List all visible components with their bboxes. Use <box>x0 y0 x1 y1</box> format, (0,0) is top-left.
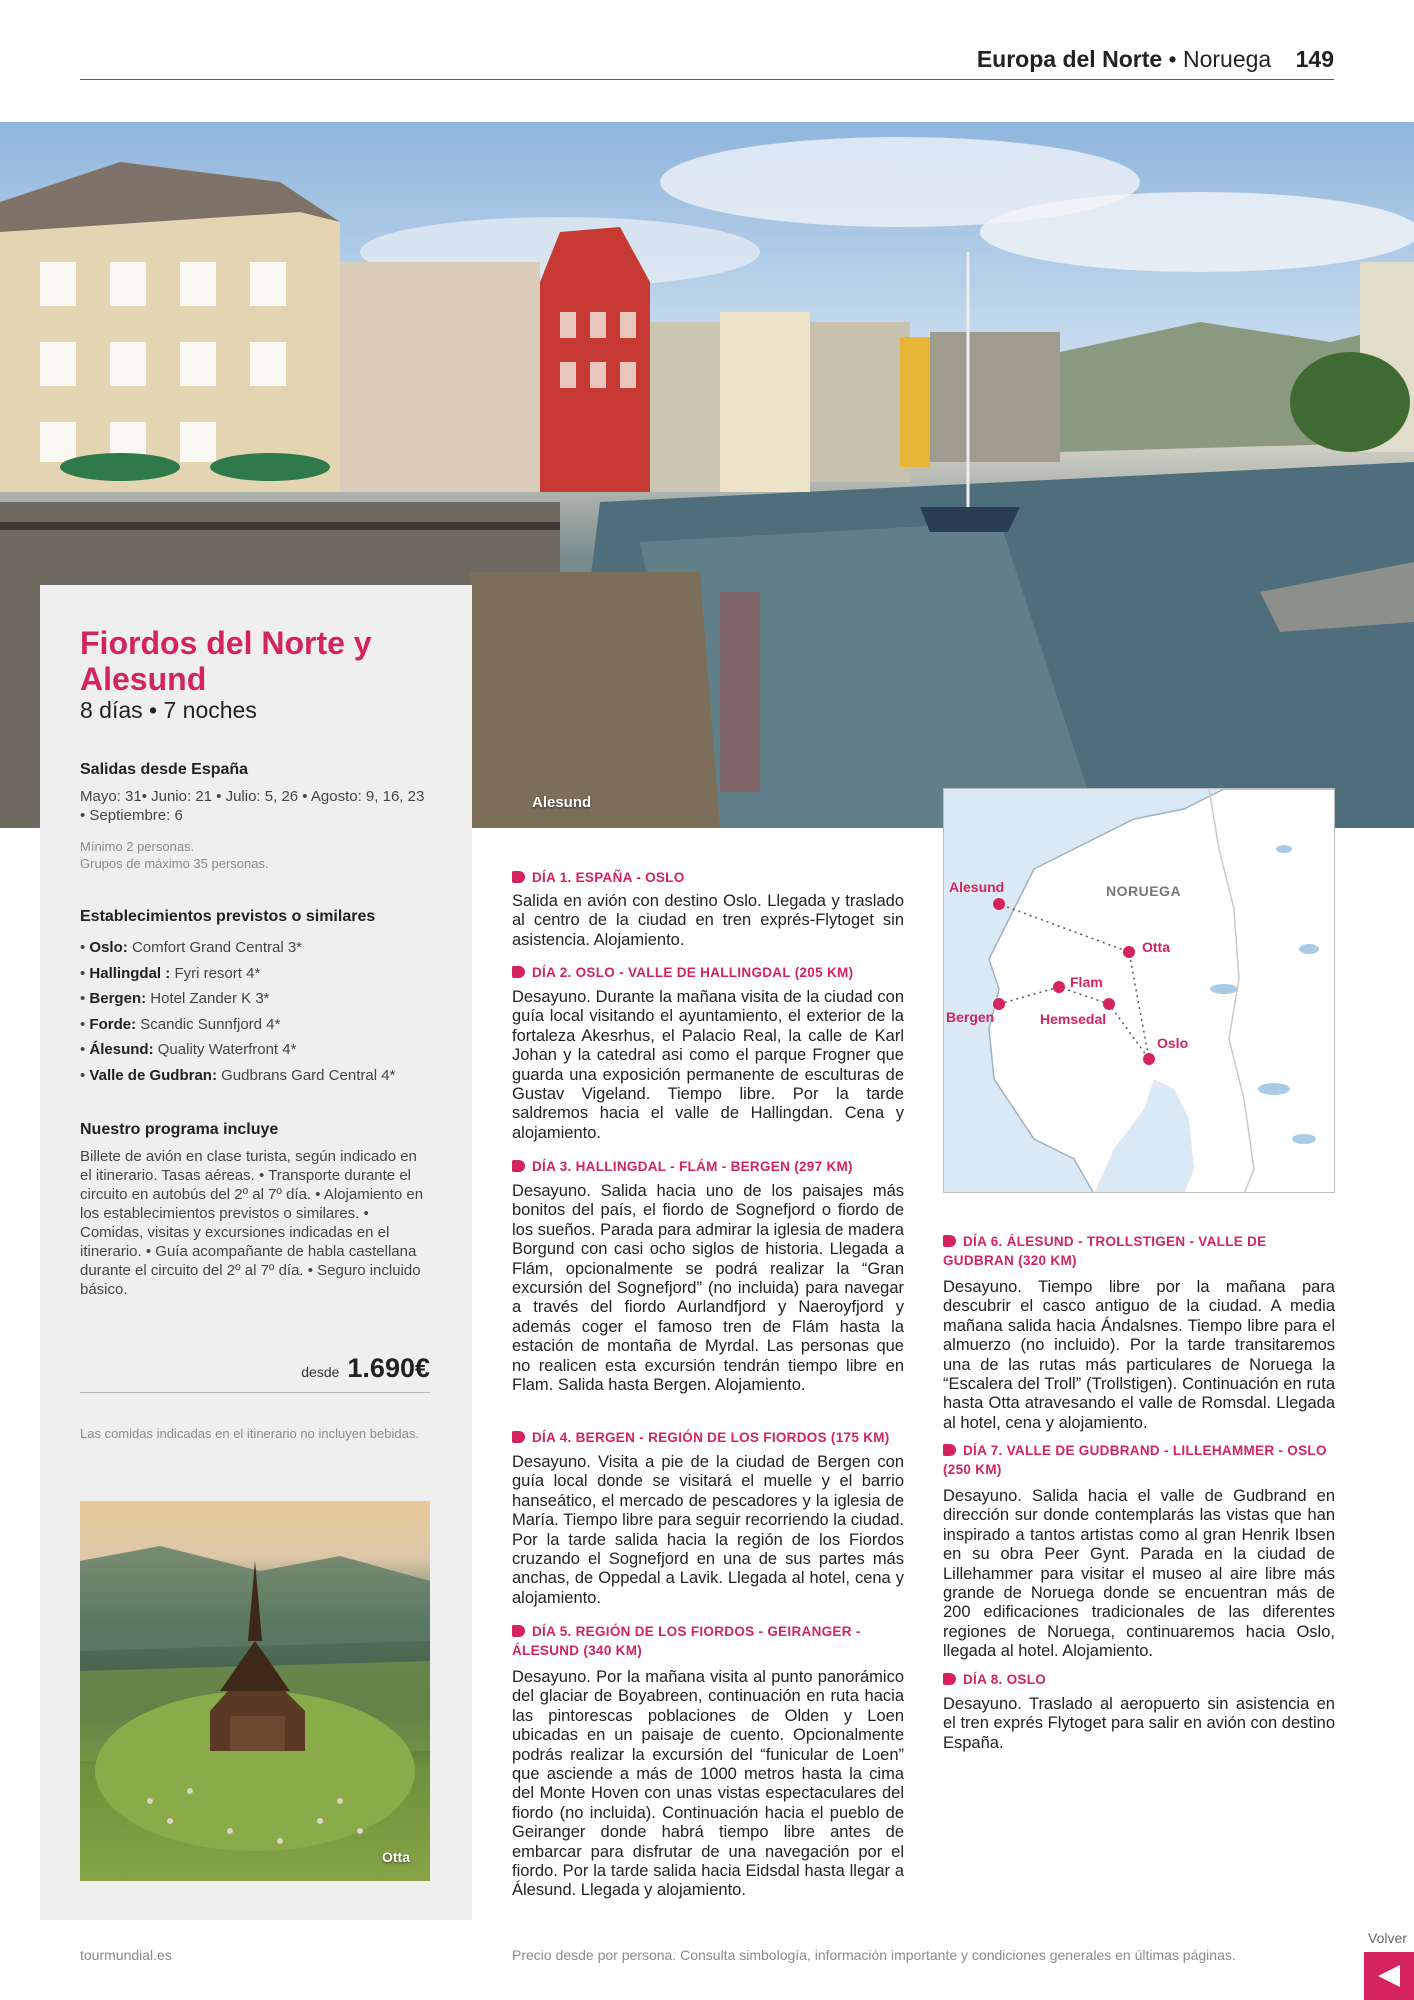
back-arrow-icon <box>1378 1965 1400 1987</box>
map-city-oslo: Oslo <box>1157 1035 1189 1051</box>
includes-text: Billete de avión en clase turista, según indicado en el itinerario. Tasas aéreas. • Transporte durante el circuito en autobús del 2º al 7º día. • Alojamiento en los establecimientos previstos o similares. • Comidas, visitas y excursiones indicadas en el itinerario. • Guía acompañante de habla castellana durante el circuito del 2º al 7º día. • Seguro incluido básico. <box>80 1148 424 1298</box>
flag-icon <box>943 1673 956 1685</box>
list-item: • Álesund: Quality Waterfront 4* <box>80 1041 297 1058</box>
separator-dot: • <box>1168 46 1177 72</box>
price-prefix: desde <box>301 1364 340 1380</box>
day-title: DÍA 8. OSLO <box>963 1672 1047 1687</box>
flag-icon <box>512 1160 525 1172</box>
hotel-name: Hotel Zander K 3* <box>150 990 270 1007</box>
footer-site: tourmundial.es <box>80 1947 172 1963</box>
back-label: Volver <box>1368 1930 1407 1946</box>
route-map <box>943 788 1335 1193</box>
day-7-heading <box>943 1441 1335 1479</box>
hotel-city: Álesund: <box>89 1041 154 1058</box>
day-1-text: Salida en avión con destino Oslo. Llegada y traslado al centro de la ciudad en tren exprés-Flytoget sin asistencia. Alojamiento. <box>512 892 904 949</box>
tour-duration: 8 días • 7 noches <box>80 697 257 723</box>
day-title: DÍA 5. REGIÓN DE LOS FIORDOS - GEIRANGER - ÁLESUND (340 KM) <box>512 1624 861 1658</box>
day-4-text: Desayuno. Visita a pie de la ciudad de Bergen con guía local donde se visitará el muelle y el barrio hanseático, el mercado de pescadores y la iglesia de María. Tiempo libre para seguir recorriendo la ciudad. Por la tarde salida hacia la región de los Fiordos cruzando el Sognefjord en una de sus partes más anchas, de Oppedal a Lavik. Llegada al hotel, cena y alojamiento. <box>512 1453 904 1607</box>
group-size-note: Grupos de máximo 35 personas. <box>80 856 269 871</box>
back-button[interactable] <box>1364 1952 1414 2000</box>
flag-icon <box>943 1444 956 1456</box>
day-title: DÍA 6. ÁLESUND - TROLLSTIGEN - VALLE DE GUDBRAN (320 KM) <box>943 1234 1267 1268</box>
day-6-heading <box>943 1232 1335 1270</box>
map-city-flam: Flam <box>1070 974 1103 990</box>
map-city-hemsedal: Hemsedal <box>1040 1011 1107 1027</box>
list-item: • Bergen: Hotel Zander K 3* <box>80 990 270 1007</box>
flag-icon <box>512 871 525 883</box>
region-label: Europa del Norte <box>976 46 1163 72</box>
map-city-otta: Otta <box>1142 939 1170 955</box>
price-row <box>80 1353 430 1393</box>
day-5-text: Desayuno. Por la mañana visita al punto panorámico del glaciar de Boyabreen, continuación en ruta hacia las pintorescas poblaciones de Olden y Loen ubicadas en un paisaje de cuento. Opcionalmente podrás realizar la excursión del “funicular de Loen” que asciende a más de 1000 metros hasta la cima del Monte Hoven con unas vistas espectaculares del fiordo (no incluida). Continuación hacia el pueblo de Geiranger donde habrá tiempo libre antes de embarcar para disfrutar de una navegación por el fiordo. Por la tarde salida hacia Eidsdal hasta llegar a Álesund. Llegada y alojamiento. <box>512 1668 904 1900</box>
day-title: DÍA 2. OSLO - VALLE DE HALLINGDAL (205 KM) <box>532 965 854 980</box>
list-item: • Hallingdal : Fyri resort 4* <box>80 964 261 982</box>
day-title: DÍA 7. VALLE DE GUDBRAND - LILLEHAMMER - OSLO (250 KM) <box>943 1443 1327 1477</box>
hotels-heading: Establecimientos previstos o similares <box>80 908 376 925</box>
day-2-text: Desayuno. Durante la mañana visita de la ciudad con guía local visitando el ayuntamiento, el exterior de la fortaleza Akesrhus, el Palacio Real, la calle de Karl Johan y la catedral asi como el parque Frogner que guarda una exposición permanente de esculturas de Gustav Vigeland. Tiempo libre. Por la tarde saldremos hacia el valle de Hallingdan. Cena y alojamiento. <box>512 988 904 1142</box>
hotel-name: Scandic Sunnfjord 4* <box>140 1015 281 1033</box>
tour-summary-panel <box>40 585 472 1920</box>
otta-caption: Otta <box>382 1849 410 1865</box>
price-amount: 1.690€ <box>347 1353 430 1383</box>
day-3-text: Desayuno. Salida hacia uno de los paisajes más bonitos del país, el fiordo de Sognefjord o fiordo de los sueños. Parada para admirar la iglesia de madera Borgund con casi ocho siglos de historia. Llegada a Flám, opcionalmente se podrá realizar la “Gran excursión del Sognefjord” (no incluida) para navegar a través del fiordo Aurlandfjord y Naeroyfjord y además coger el famoso tren de Flám hasta la estación de montaña de Myrdal. Las personas que no realicen esta excursión tendrán tiempo libre en Flam. Salida hasta Bergen. Alojamiento. <box>512 1182 904 1395</box>
meals-note: Las comidas indicadas en el itinerario no incluyen bebidas. <box>80 1426 419 1441</box>
day-2-heading <box>512 963 904 982</box>
day-title: DÍA 1. ESPAÑA - OSLO <box>532 870 685 885</box>
day-6-text: Desayuno. Tiempo libre por la mañana para descubrir el casco antiguo de la ciudad. A media mañana salida hacia Ándalsnes. Tiempo libre para el almuerzo (no incluido). Por la tarde transitaremos una de las rutas más particulares de Noruega la “Escalera del Troll” (Trollstigen). Continuación en ruta hasta Otta atravesando el valle de Romsdal. Llegada al hotel, cena y alojamiento. <box>943 1278 1335 1432</box>
map-country-label: NORUEGA <box>1106 883 1182 899</box>
hotel-city: Bergen: <box>89 990 147 1007</box>
hotel-name: Gudbrans Gard Central 4* <box>221 1066 396 1084</box>
map-city-alesund: Alesund <box>949 879 1005 895</box>
day-4-heading <box>512 1428 904 1447</box>
section-heading <box>977 46 1334 73</box>
list-item: • Forde: Scandic Sunnfjord 4* <box>80 1015 281 1033</box>
list-item: • Oslo: Comfort Grand Central 3* <box>80 939 303 956</box>
departures-heading: Salidas desde España <box>80 761 249 778</box>
day-3-heading <box>512 1157 904 1176</box>
includes-heading: Nuestro programa incluye <box>80 1121 279 1138</box>
map-illustration <box>944 789 1335 1193</box>
map-city-bergen: Bergen <box>946 1009 995 1025</box>
day-1-heading <box>512 868 904 887</box>
day-8-heading <box>943 1670 1335 1689</box>
flag-icon <box>512 1625 525 1637</box>
hotel-city: Oslo: <box>89 939 128 956</box>
flag-icon <box>943 1235 956 1247</box>
otta-illustration <box>80 1501 430 1881</box>
day-5-heading <box>512 1622 904 1660</box>
page-number: 149 <box>1295 46 1334 72</box>
hotels-list <box>80 935 440 1088</box>
hotel-name: Fyri resort 4* <box>174 964 261 982</box>
day-7-text: Desayuno. Salida hacia el valle de Gudbrand en dirección sur donde contemplarás las vistas que han inspirado a tantos artistas como al gran Henrik Ibsen en su obra Peer Gynt. Parada en la ciudad de Lillehammer para visitar el museo al aire libre más grande de Noruega donde se encuentran más de 200 edificaciones tradicionales de las diferentes regiones de Noruega, continuaremos hacia Oslo, llegada al hotel. Alojamiento. <box>943 1487 1335 1661</box>
hotel-city: Valle de Gudbran: <box>89 1066 217 1084</box>
day-title: DÍA 3. HALLINGDAL - FLÁM - BERGEN (297 KM) <box>532 1159 853 1174</box>
country-label: Noruega <box>1183 46 1272 72</box>
tour-title: Fiordos del Norte y Alesund <box>80 625 372 697</box>
hotel-city: Hallingdal : <box>89 964 171 982</box>
day-8-text: Desayuno. Traslado al aeropuerto sin asistencia en el tren exprés Flytoget para salir en avión con destino España. <box>943 1695 1335 1752</box>
min-persons-note: Mínimo 2 personas. <box>80 839 195 854</box>
flag-icon <box>512 966 525 978</box>
departures-text: Mayo: 31• Junio: 21 • Julio: 5, 26 • Agosto: 9, 16, 23 • Septiembre: 6 <box>80 788 425 824</box>
hotel-name: Quality Waterfront 4* <box>157 1041 297 1058</box>
footer-note: Precio desde por persona. Consulta simbología, información importante y condiciones generales en últimas páginas. <box>512 1947 1236 1963</box>
flag-icon <box>512 1431 525 1443</box>
list-item: • Valle de Gudbran: Gudbrans Gard Central 4* <box>80 1066 396 1084</box>
hotel-name: Comfort Grand Central 3* <box>131 939 303 956</box>
day-title: DÍA 4. BERGEN - REGIÓN DE LOS FIORDOS (175 KM) <box>532 1430 890 1445</box>
hotel-city: Forde: <box>89 1015 137 1033</box>
page-header <box>80 46 1334 80</box>
hero-caption: Alesund <box>532 794 592 811</box>
otta-church-photo <box>80 1501 430 1881</box>
